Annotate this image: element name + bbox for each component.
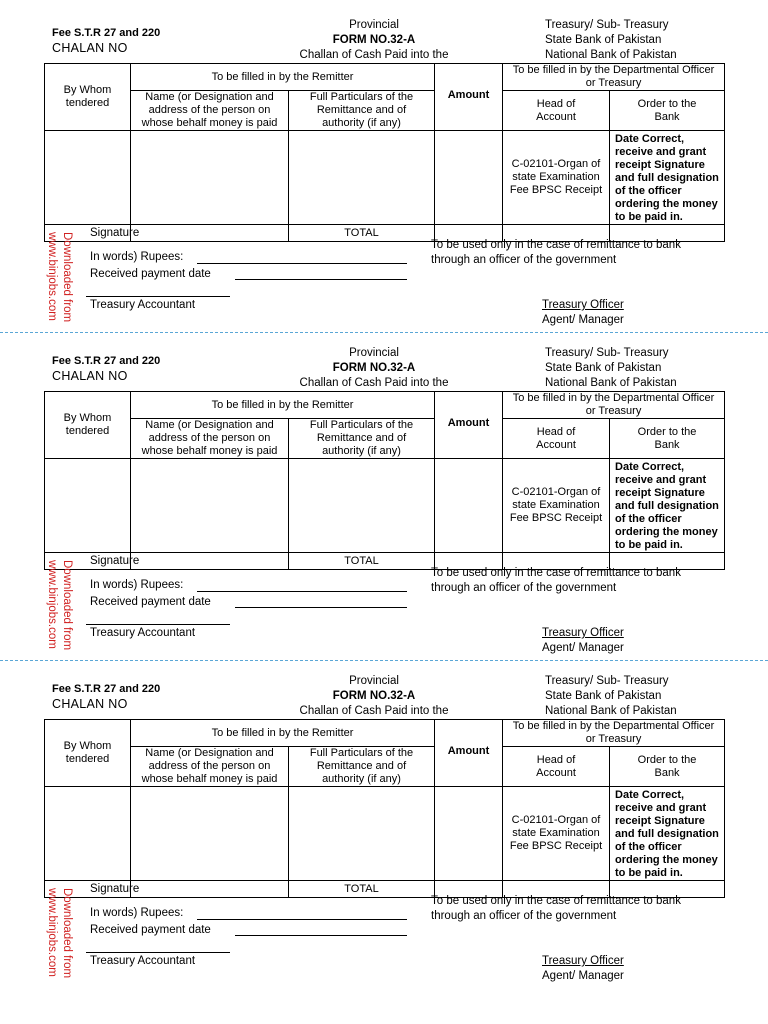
total-label: TOTAL (289, 553, 435, 570)
received-date-line[interactable] (235, 935, 407, 936)
received-date-label: Received payment date (90, 268, 211, 280)
total-blank-2 (131, 225, 289, 242)
remittance-note-1: To be used only in the case of remittance to bank (431, 567, 681, 579)
accountant-line[interactable] (86, 296, 230, 297)
in-words-line[interactable] (197, 591, 407, 592)
received-date-label: Received payment date (90, 924, 211, 936)
by-whom-cell[interactable] (45, 131, 131, 225)
fee-str-label: Fee S.T.R 27 and 220 (52, 683, 161, 695)
head-of-account-header: Head of Account (503, 419, 610, 459)
agent-manager-label: Agent/ Manager (542, 970, 624, 982)
particulars-column-header: Full Particulars of the Remittance and of authority (if any) (289, 419, 435, 459)
remitter-header: To be filled in by the Remitter (131, 720, 435, 747)
amount-cell[interactable] (435, 787, 503, 881)
treasury-officer-label: Treasury Officer (542, 955, 624, 967)
particulars-cell[interactable] (289, 787, 435, 881)
watermark-line-2: www.binjobs.com (46, 232, 58, 321)
departmental-header: To be filled in by the Departmental Officer or Treasury (503, 720, 725, 747)
challan-slip-3 (0, 656, 768, 984)
particulars-cell[interactable] (289, 131, 435, 225)
remittance-note-1: To be used only in the case of remittance to bank (431, 895, 681, 907)
in-words-line[interactable] (197, 919, 407, 920)
provincial-label: Provincial (349, 675, 399, 687)
nbp-label: National Bank of Pakistan (545, 49, 677, 61)
accountant-line[interactable] (86, 952, 230, 953)
order-to-bank-header: Order to the Bank (610, 91, 725, 131)
watermark-line-1: Downloaded from (61, 232, 73, 323)
name-column-header: Name (or Designation and address of the person on whose behalf money is paid (131, 747, 289, 787)
agent-manager-label: Agent/ Manager (542, 642, 624, 654)
particulars-cell[interactable] (289, 459, 435, 553)
challan-title: Challan of Cash Paid into the (299, 705, 449, 717)
form-number: FORM NO.32-A (332, 34, 416, 46)
challan-slip-2 (0, 328, 768, 656)
by-whom-cell[interactable] (45, 787, 131, 881)
signature-label: Signature (90, 555, 140, 567)
amount-header: Amount (435, 720, 503, 787)
treasury-label: Treasury/ Sub- Treasury (545, 19, 669, 31)
amount-cell[interactable] (435, 459, 503, 553)
treasury-accountant-label: Treasury Accountant (90, 627, 196, 639)
head-of-account-header: Head of Account (503, 91, 610, 131)
sbp-label: State Bank of Pakistan (545, 362, 662, 374)
name-cell[interactable] (131, 459, 289, 553)
nbp-label: National Bank of Pakistan (545, 377, 677, 389)
signature-label: Signature (90, 883, 140, 895)
accountant-line[interactable] (86, 624, 230, 625)
remittance-note-2: through an officer of the government (431, 254, 617, 266)
received-date-line[interactable] (235, 607, 407, 608)
challan-table (44, 391, 725, 570)
chalan-no-label: CHALAN NO (52, 697, 128, 711)
treasury-officer-label: Treasury Officer (542, 299, 624, 311)
chalan-no-label: CHALAN NO (52, 369, 128, 383)
order-to-bank-header: Order to the Bank (610, 747, 725, 787)
name-column-header: Name (or Designation and address of the person on whose behalf money is paid (131, 91, 289, 131)
challan-table (44, 719, 725, 898)
particulars-column-header: Full Particulars of the Remittance and of authority (if any) (289, 91, 435, 131)
remittance-note-2: through an officer of the government (431, 910, 617, 922)
total-blank-2 (131, 881, 289, 898)
total-label: TOTAL (289, 225, 435, 242)
sbp-label: State Bank of Pakistan (545, 690, 662, 702)
form-number: FORM NO.32-A (332, 362, 416, 374)
order-to-bank-value: Date Correct, receive and grant receipt Signature and full designation of the officer ordering the money to be paid in. (610, 131, 725, 225)
treasury-label: Treasury/ Sub- Treasury (545, 675, 669, 687)
head-of-account-value: C-02101-Organ of state Examination Fee BPSC Receipt (503, 787, 610, 881)
challan-table (44, 63, 725, 242)
fee-str-label: Fee S.T.R 27 and 220 (52, 27, 161, 39)
received-date-label: Received payment date (90, 596, 211, 608)
in-words-label: In words) Rupees: (90, 251, 184, 263)
name-column-header: Name (or Designation and address of the person on whose behalf money is paid (131, 419, 289, 459)
amount-header: Amount (435, 392, 503, 459)
in-words-label: In words) Rupees: (90, 907, 184, 919)
particulars-column-header: Full Particulars of the Remittance and of authority (if any) (289, 747, 435, 787)
head-of-account-value: C-02101-Organ of state Examination Fee BPSC Receipt (503, 459, 610, 553)
watermark-line-1: Downloaded from (61, 888, 73, 979)
form-number: FORM NO.32-A (332, 690, 416, 702)
provincial-label: Provincial (349, 347, 399, 359)
challan-title: Challan of Cash Paid into the (299, 49, 449, 61)
by-whom-cell[interactable] (45, 459, 131, 553)
departmental-header: To be filled in by the Departmental Officer or Treasury (503, 392, 725, 419)
name-cell[interactable] (131, 787, 289, 881)
remittance-note-2: through an officer of the government (431, 582, 617, 594)
received-date-line[interactable] (235, 279, 407, 280)
remittance-note-1: To be used only in the case of remittance to bank (431, 239, 681, 251)
in-words-label: In words) Rupees: (90, 579, 184, 591)
order-to-bank-value: Date Correct, receive and grant receipt Signature and full designation of the officer ordering the money to be paid in. (610, 459, 725, 553)
order-to-bank-header: Order to the Bank (610, 419, 725, 459)
treasury-accountant-label: Treasury Accountant (90, 955, 196, 967)
amount-cell[interactable] (435, 131, 503, 225)
order-to-bank-value: Date Correct, receive and grant receipt Signature and full designation of the officer ordering the money to be paid in. (610, 787, 725, 881)
in-words-line[interactable] (197, 263, 407, 264)
head-of-account-value: C-02101-Organ of state Examination Fee BPSC Receipt (503, 131, 610, 225)
treasury-accountant-label: Treasury Accountant (90, 299, 196, 311)
treasury-officer-label: Treasury Officer (542, 627, 624, 639)
challan-slip-1 (0, 0, 768, 328)
by-whom-header: By Whom tendered (45, 392, 131, 459)
treasury-label: Treasury/ Sub- Treasury (545, 347, 669, 359)
chalan-no-label: CHALAN NO (52, 41, 128, 55)
by-whom-header: By Whom tendered (45, 64, 131, 131)
head-of-account-header: Head of Account (503, 747, 610, 787)
agent-manager-label: Agent/ Manager (542, 314, 624, 326)
watermark-line-2: www.binjobs.com (46, 888, 58, 977)
challan-title: Challan of Cash Paid into the (299, 377, 449, 389)
remitter-header: To be filled in by the Remitter (131, 392, 435, 419)
amount-header: Amount (435, 64, 503, 131)
sbp-label: State Bank of Pakistan (545, 34, 662, 46)
provincial-label: Provincial (349, 19, 399, 31)
watermark-line-2: www.binjobs.com (46, 560, 58, 649)
name-cell[interactable] (131, 131, 289, 225)
total-blank-2 (131, 553, 289, 570)
departmental-header: To be filled in by the Departmental Officer or Treasury (503, 64, 725, 91)
total-label: TOTAL (289, 881, 435, 898)
remitter-header: To be filled in by the Remitter (131, 64, 435, 91)
fee-str-label: Fee S.T.R 27 and 220 (52, 355, 161, 367)
watermark-line-1: Downloaded from (61, 560, 73, 651)
signature-label: Signature (90, 227, 140, 239)
nbp-label: National Bank of Pakistan (545, 705, 677, 717)
by-whom-header: By Whom tendered (45, 720, 131, 787)
